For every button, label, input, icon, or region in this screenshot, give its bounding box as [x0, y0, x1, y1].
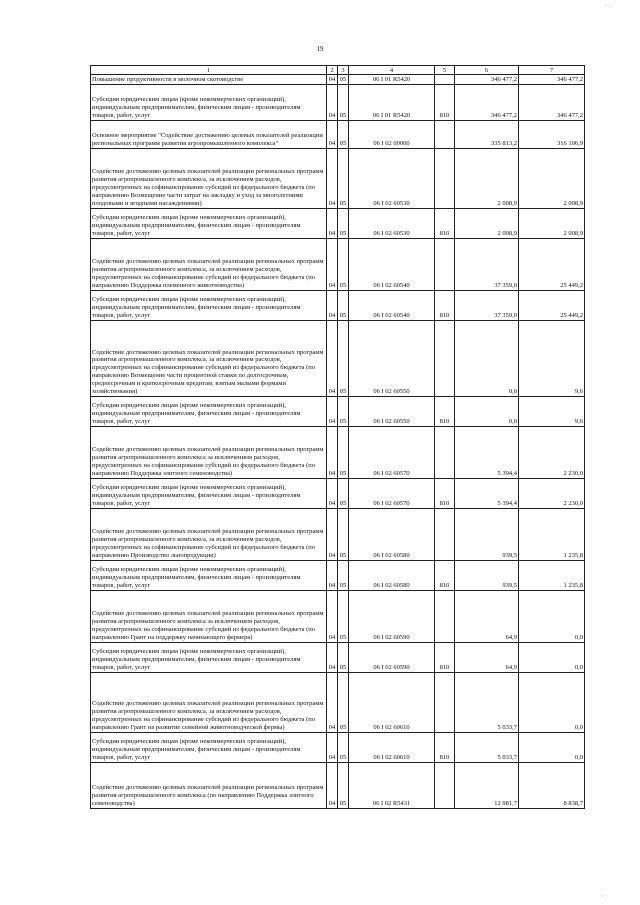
target-article: 06 I 02 60570: [349, 427, 435, 479]
header-cell-2: 2: [327, 66, 338, 75]
amount-year-2: 346 477,2: [519, 85, 585, 121]
amount-year-1: 346 477,2: [455, 85, 519, 121]
item-name: Содействие достижению целевых показателей реализации региональных программ развития агропромышленного комплекса, за исключением расходов, предусмотренных на софинансирование субсидий из федерального бюджета (по направлению Поддержка племенного животноводства): [91, 239, 327, 291]
amount-year-2: 2 230,0: [519, 479, 585, 509]
amount-year-2: 2 008,9: [519, 149, 585, 209]
header-cell-7: 7: [519, 66, 585, 75]
section-code: 04: [327, 397, 338, 427]
amount-year-2: 8 838,7: [519, 763, 585, 809]
subsection-code: 05: [338, 239, 349, 291]
expense-type: [435, 591, 455, 643]
item-name: Субсидии юридическим лицам (кроме некоммерческих организаций), индивидуальным предпринимателям, физическим лицам - производителям товаров, работ, услуг: [91, 561, 327, 591]
header-cell-1: 1: [91, 66, 327, 75]
item-name: Содействие достижению целевых показателей реализации региональных программ развития агропромышленного комплекса, за исключением расходов, предусмотренных на софинансирование субсидий из федерального бюджета (по направлению Грант на развитие семейной животноводческой фермы): [91, 673, 327, 733]
target-article: 06 I 01 R5420: [349, 75, 435, 85]
amount-year-1: 939,5: [455, 561, 519, 591]
section-code: 04: [327, 427, 338, 479]
expense-type: [435, 509, 455, 561]
table-row: [91, 209, 585, 239]
item-name: Содействие достижению целевых показателей реализации региональных программ развития агропромышленного комплекса, за исключением расходов, предусмотренных на софинансирование субсидий из федерального бюджета (по направлению Производство льнопродукции): [91, 509, 327, 561]
section-code: 04: [327, 291, 338, 321]
subsection-code: 05: [338, 763, 349, 809]
expense-type: 810: [435, 397, 455, 427]
amount-year-1: 939,5: [455, 509, 519, 561]
table-row: [91, 763, 585, 809]
section-code: 04: [327, 591, 338, 643]
budget-table: [90, 65, 585, 809]
amount-year-1: 64,9: [455, 591, 519, 643]
amount-year-1: 64,9: [455, 643, 519, 673]
subsection-code: 05: [338, 85, 349, 121]
subsection-code: 05: [338, 75, 349, 85]
section-code: 04: [327, 209, 338, 239]
target-article: 06 I 02 60580: [349, 509, 435, 561]
header-cell-3: 3: [338, 66, 349, 75]
expense-type: 810: [435, 209, 455, 239]
expense-type: 810: [435, 561, 455, 591]
subsection-code: 05: [338, 479, 349, 509]
subsection-code: 05: [338, 561, 349, 591]
item-name: Субсидии юридическим лицам (кроме некоммерческих организаций), индивидуальным предпринимателям, физическим лицам - производителям товаров, работ, услуг: [91, 479, 327, 509]
expense-type: [435, 763, 455, 809]
amount-year-2: 25 449,2: [519, 239, 585, 291]
subsection-code: 05: [338, 321, 349, 397]
table-row: [91, 427, 585, 479]
header-row: [91, 66, 585, 75]
amount-year-2: 0,0: [519, 591, 585, 643]
amount-year-2: 1 235,8: [519, 561, 585, 591]
subsection-code: 05: [338, 509, 349, 561]
table-row: [91, 149, 585, 209]
amount-year-2: 9,6: [519, 321, 585, 397]
amount-year-1: 37 359,0: [455, 291, 519, 321]
subsection-code: 05: [338, 591, 349, 643]
target-article: 06 I 01 R5420: [349, 85, 435, 121]
item-name: Содействие достижению целевых показателей реализации региональных программ развития агропромышленного комплекса за исключением расходов, предусмотренных на софинансирование субсидий из федерального бюджета (по направлению Грант на поддержку начинающего фермера): [91, 591, 327, 643]
item-name: Содействие достижению целевых показателей реализации региональных программ развития агропромышленного комплекса, за исключением расходов, предусмотренных на софинансирование субсидий из федерального бюджета (по направлению Возмещение части процентной ставки по долгосрочным, среднесрочным и краткосрочным кредитам, взятым малыми формами хозяйствования): [91, 321, 327, 397]
amount-year-1: 5 033,7: [455, 673, 519, 733]
corner-mark-bottom: . , .: [599, 893, 606, 898]
target-article: 06 I 02 60570: [349, 479, 435, 509]
header-cell-6: 6: [455, 66, 519, 75]
amount-year-2: 0,0: [519, 733, 585, 763]
table-row: [91, 643, 585, 673]
target-article: 06 I 02 00000: [349, 121, 435, 149]
target-article: 06 I 02 60550: [349, 321, 435, 397]
section-code: 04: [327, 85, 338, 121]
expense-type: 810: [435, 85, 455, 121]
amount-year-2: 1 235,8: [519, 509, 585, 561]
amount-year-2: 0,0: [519, 673, 585, 733]
section-code: 04: [327, 763, 338, 809]
target-article: 06 I 02 60610: [349, 733, 435, 763]
amount-year-1: 5 033,7: [455, 733, 519, 763]
amount-year-2: 25 449,2: [519, 291, 585, 321]
table-row: [91, 561, 585, 591]
item-name: Содействие достижению целевых показателей реализации региональных программ развития агропромышленного комплекса, за исключением расходов, предусмотренных на софинансирование субсидий из федерального бюджета (по направлению Возмещение части затрат на закладку и уход за многолетними плодовыми и ягодными насаждениями): [91, 149, 327, 209]
subsection-code: 05: [338, 291, 349, 321]
expense-type: [435, 149, 455, 209]
expense-type: [435, 427, 455, 479]
section-code: 04: [327, 643, 338, 673]
section-code: 04: [327, 321, 338, 397]
amount-year-2: 316 106,9: [519, 121, 585, 149]
target-article: 06 I 02 60540: [349, 239, 435, 291]
item-name: Субсидии юридическим лицам (кроме некоммерческих организаций), индивидуальным предпринимателям, физическим лицам - производителям товаров, работ, услуг: [91, 733, 327, 763]
target-article: 06 I 02 R5431: [349, 763, 435, 809]
target-article: 06 I 02 60610: [349, 673, 435, 733]
item-name: Субсидии юридическим лицам (кроме некоммерческих организаций), индивидуальным предпринимателям, физическим лицам - производителям товаров, работ, услуг: [91, 397, 327, 427]
expense-type: 810: [435, 733, 455, 763]
target-article: 06 I 02 60590: [349, 643, 435, 673]
subsection-code: 05: [338, 733, 349, 763]
amount-year-1: 12 981,7: [455, 763, 519, 809]
expense-type: [435, 321, 455, 397]
table-row: [91, 291, 585, 321]
page-number: 19: [316, 45, 324, 53]
subsection-code: 05: [338, 427, 349, 479]
amount-year-1: 0,0: [455, 397, 519, 427]
amount-year-1: 346 477,2: [455, 75, 519, 85]
amount-year-1: 5 394,4: [455, 479, 519, 509]
amount-year-2: 0,0: [519, 643, 585, 673]
amount-year-1: 5 394,4: [455, 427, 519, 479]
target-article: 06 I 02 60530: [349, 209, 435, 239]
target-article: 06 I 02 60590: [349, 591, 435, 643]
amount-year-1: 0,0: [455, 321, 519, 397]
expense-type: [435, 121, 455, 149]
amount-year-1: 37 359,0: [455, 239, 519, 291]
table-row: [91, 733, 585, 763]
item-name: Содействие достижению целевых показателей реализации региональных программ развития агропромышленного комплекса (по направлению Поддержка элитного семеноводства): [91, 763, 327, 809]
amount-year-2: 346 477,2: [519, 75, 585, 85]
header-cell-5: 5: [435, 66, 455, 75]
target-article: 06 I 02 60540: [349, 291, 435, 321]
section-code: 04: [327, 149, 338, 209]
amount-year-2: 9,6: [519, 397, 585, 427]
header-cell-4: 4: [349, 66, 435, 75]
expense-type: [435, 75, 455, 85]
expense-type: 810: [435, 479, 455, 509]
section-code: 04: [327, 121, 338, 149]
item-name: Субсидии юридическим лицам (кроме некоммерческих организаций), индивидуальным предпринимателям, физическим лицам - производителям товаров, работ, услуг: [91, 85, 327, 121]
table-row: [91, 85, 585, 121]
table-row: [91, 121, 585, 149]
subsection-code: 05: [338, 121, 349, 149]
amount-year-1: 2 008,9: [455, 209, 519, 239]
item-name: Повышение продуктивности в молочном скотоводстве: [91, 75, 327, 85]
subsection-code: 05: [338, 643, 349, 673]
expense-type: [435, 673, 455, 733]
expense-type: 810: [435, 643, 455, 673]
table-row: [91, 673, 585, 733]
expense-type: 810: [435, 291, 455, 321]
section-code: 04: [327, 673, 338, 733]
item-name: Субсидии юридическим лицам (кроме некоммерческих организаций), индивидуальным предпринимателям, физическим лицам - производителям товаров, работ, услуг: [91, 291, 327, 321]
item-name: Субсидии юридическим лицам (кроме некоммерческих организаций), индивидуальным предпринимателям, физическим лицам - производителям товаров, работ, услуг: [91, 643, 327, 673]
table-row: [91, 239, 585, 291]
target-article: 06 I 02 60550: [349, 397, 435, 427]
item-name: Содействие достижению целевых показателей реализации региональных программ развития агропромышленного комплекса за исключением расходов, предусмотренных на софинансирование субсидий из федерального бюджета (по направлению Поддержка элитного семеноводства): [91, 427, 327, 479]
table-row: [91, 509, 585, 561]
amount-year-1: 335 813,2: [455, 121, 519, 149]
section-code: 04: [327, 561, 338, 591]
section-code: 04: [327, 75, 338, 85]
table-row: [91, 321, 585, 397]
subsection-code: 05: [338, 209, 349, 239]
corner-mark-top: - . ,: [605, 4, 612, 9]
section-code: 04: [327, 509, 338, 561]
subsection-code: 05: [338, 673, 349, 733]
expense-type: [435, 239, 455, 291]
section-code: 04: [327, 733, 338, 763]
table-row: [91, 591, 585, 643]
table-row: [91, 397, 585, 427]
item-name: Субсидии юридическим лицам (кроме некоммерческих организаций), индивидуальным предпринимателям, физическим лицам - производителям товаров, работ, услуг: [91, 209, 327, 239]
subsection-code: 05: [338, 149, 349, 209]
subsection-code: 05: [338, 397, 349, 427]
table-row: [91, 75, 585, 85]
target-article: 06 I 02 60580: [349, 561, 435, 591]
amount-year-1: 2 008,9: [455, 149, 519, 209]
amount-year-2: 2 008,9: [519, 209, 585, 239]
item-name: Основное мероприятие "Содействие достижению целевых показателей реализации региональных программ развития агропромышленного комплекса": [91, 121, 327, 149]
table-row: [91, 479, 585, 509]
amount-year-2: 2 230,0: [519, 427, 585, 479]
section-code: 04: [327, 479, 338, 509]
target-article: 06 I 02 60530: [349, 149, 435, 209]
section-code: 04: [327, 239, 338, 291]
